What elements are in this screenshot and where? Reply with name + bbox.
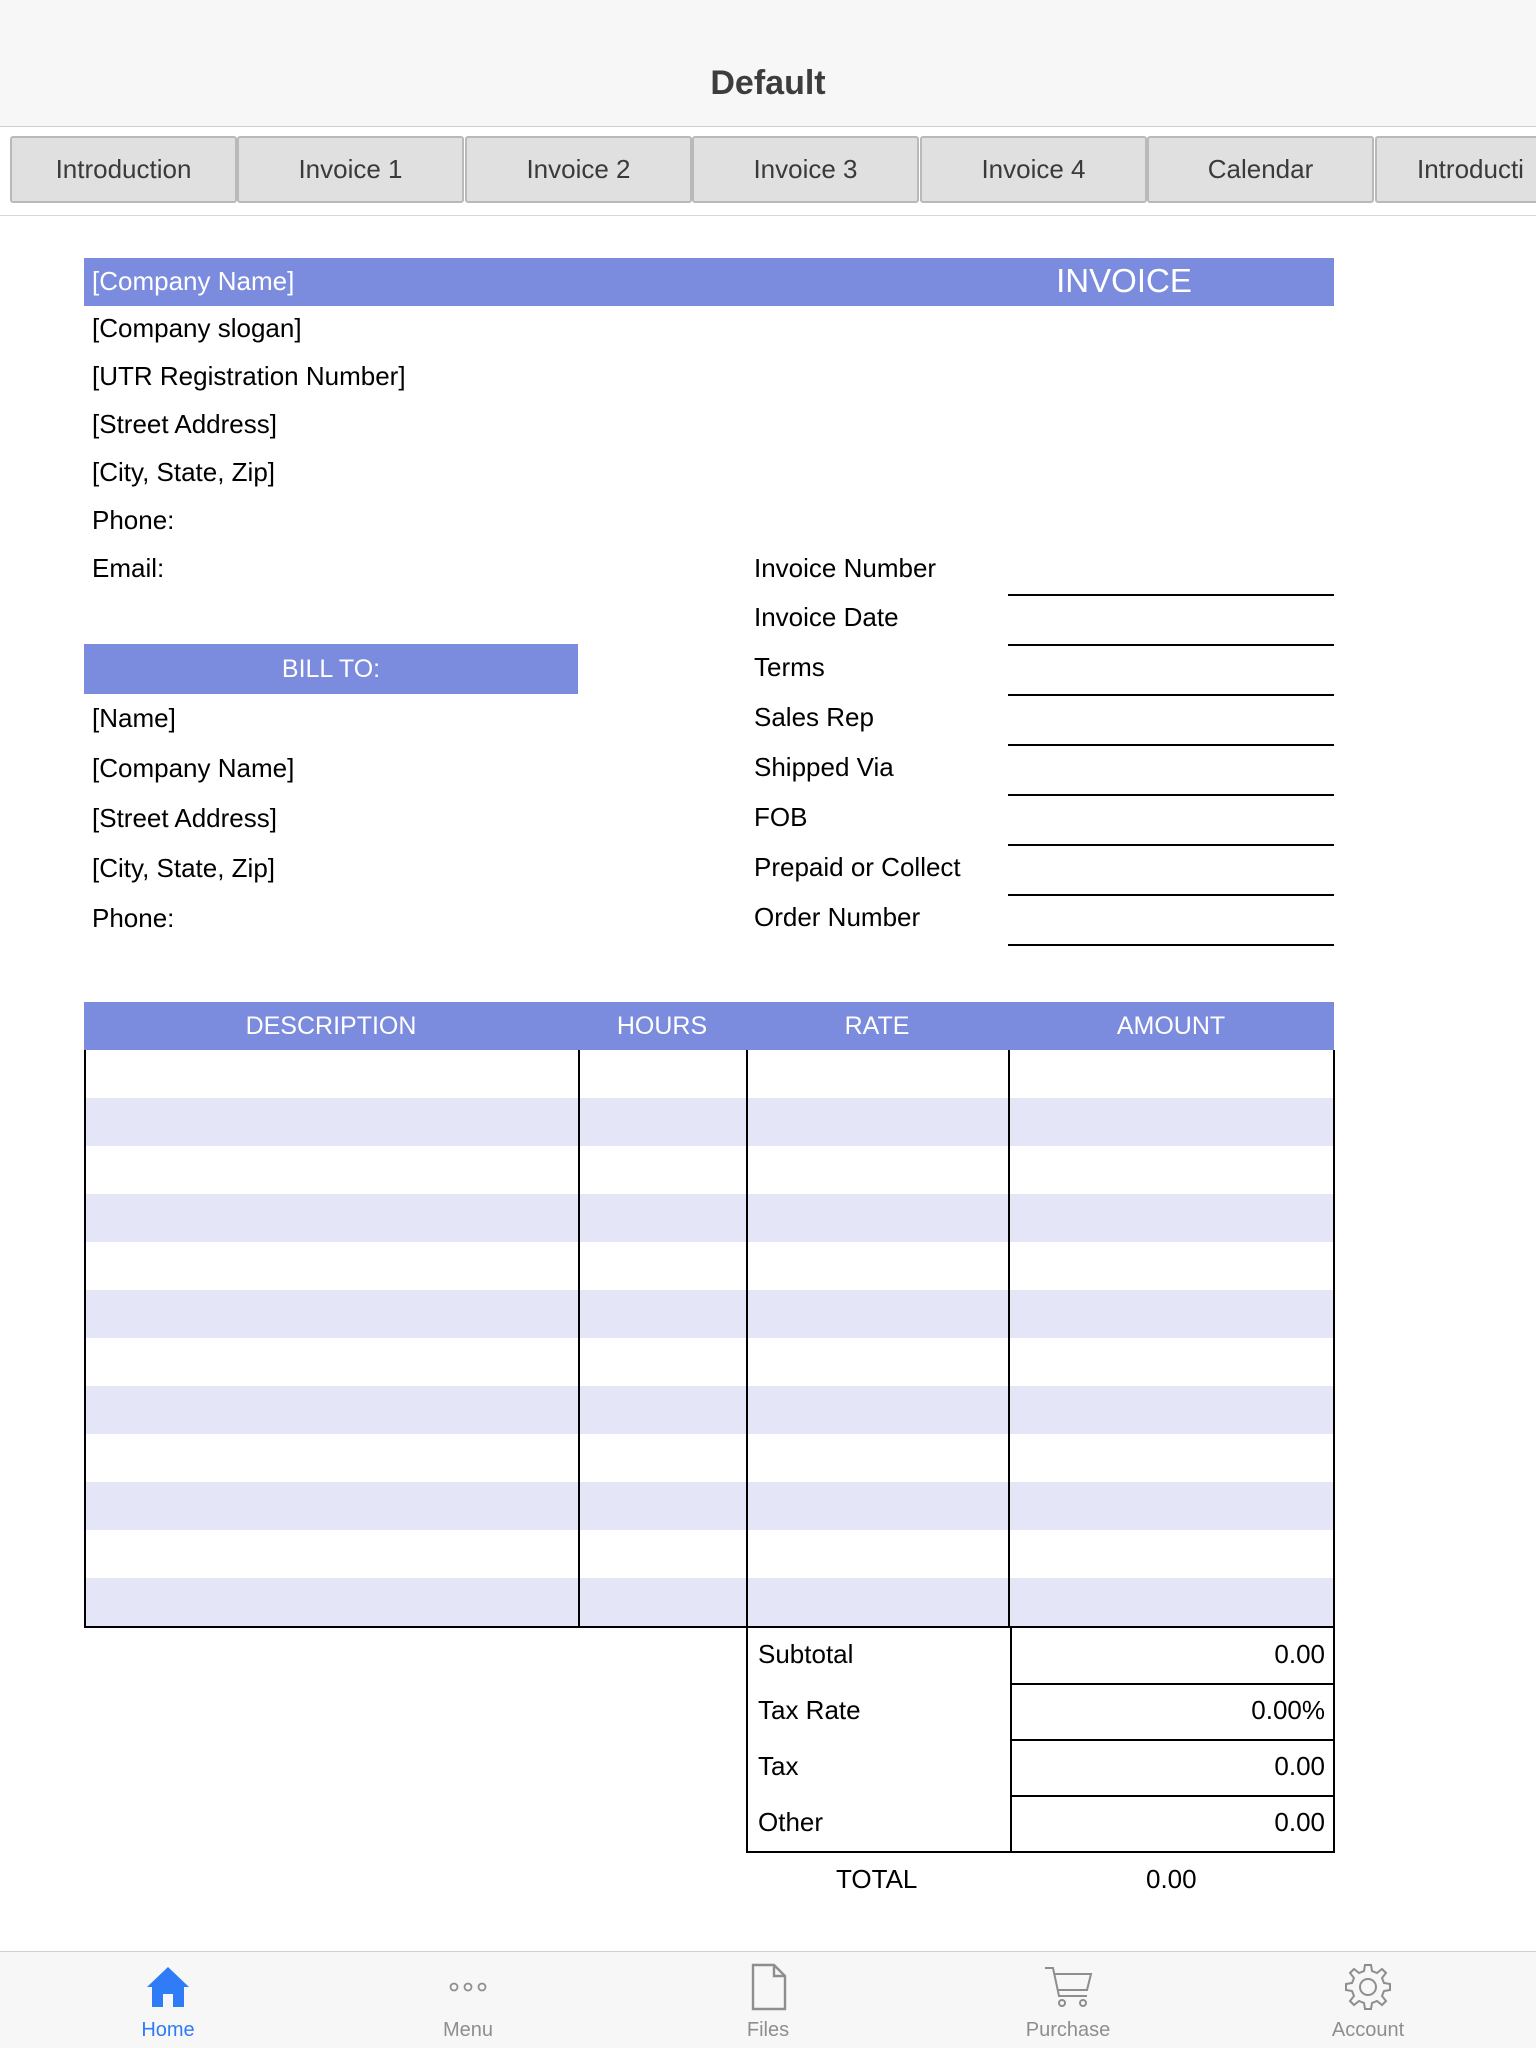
column-hours: HOURS bbox=[616, 1012, 708, 1040]
bottom-tab-label: Purchase bbox=[1025, 2019, 1111, 2041]
bottom-tab-menu[interactable] bbox=[318, 1952, 618, 2048]
total-value: 0.00 bbox=[1146, 1864, 1197, 1894]
tab-invoice-2[interactable]: Invoice 2 bbox=[465, 136, 692, 203]
field-invoice-date-input[interactable] bbox=[1008, 644, 1334, 646]
bottom-tab-label: Files bbox=[746, 2019, 790, 2041]
tax-value: 0.00 bbox=[1274, 1751, 1325, 1781]
invoice-title: INVOICE bbox=[1056, 262, 1192, 299]
field-prepaid-input[interactable] bbox=[1008, 894, 1334, 896]
tab-invoice-4[interactable]: Invoice 4 bbox=[920, 136, 1147, 203]
table-row[interactable] bbox=[86, 1194, 1335, 1242]
utr-number[interactable]: [UTR Registration Number] bbox=[92, 361, 406, 391]
other-label: Other bbox=[758, 1807, 824, 1837]
field-shipped-via-input[interactable] bbox=[1008, 794, 1334, 796]
company-city[interactable]: [City, State, Zip] bbox=[92, 457, 276, 487]
column-rate: RATE bbox=[844, 1012, 910, 1040]
total-label: TOTAL bbox=[836, 1864, 918, 1894]
table-row[interactable] bbox=[86, 1482, 1335, 1530]
field-terms-input[interactable] bbox=[1008, 694, 1334, 696]
company-email-label[interactable]: Email: bbox=[92, 553, 165, 583]
bottom-tab-home[interactable] bbox=[18, 1952, 318, 2048]
bottom-tab-bar bbox=[0, 1951, 1536, 2048]
subtotal-label: Subtotal bbox=[758, 1639, 854, 1669]
tab-invoice-1[interactable]: Invoice 1 bbox=[237, 136, 464, 203]
table-row[interactable] bbox=[86, 1578, 1335, 1626]
totals-block bbox=[746, 1627, 1335, 1853]
field-fob-label: FOB bbox=[754, 802, 808, 832]
bottom-tab-purchase[interactable] bbox=[918, 1952, 1218, 2048]
company-phone-label[interactable]: Phone: bbox=[92, 505, 175, 535]
bill-to-phone-label[interactable]: Phone: bbox=[92, 903, 175, 933]
table-row[interactable] bbox=[86, 1338, 1335, 1386]
table-row[interactable] bbox=[86, 1530, 1335, 1578]
cart-icon bbox=[1043, 1962, 1093, 2012]
bill-to-company[interactable]: [Company Name] bbox=[92, 753, 295, 783]
tax-rate-value[interactable]: 0.00% bbox=[1251, 1695, 1325, 1725]
table-row[interactable] bbox=[86, 1050, 1335, 1098]
table-row[interactable] bbox=[86, 1434, 1335, 1482]
column-amount: AMOUNT bbox=[1116, 1012, 1226, 1040]
subtotal-value: 0.00 bbox=[1274, 1639, 1325, 1669]
bill-to-band bbox=[84, 644, 578, 694]
bill-to-name[interactable]: [Name] bbox=[92, 703, 176, 733]
file-icon bbox=[743, 1962, 793, 2012]
bill-to-city[interactable]: [City, State, Zip] bbox=[92, 853, 276, 883]
tab-invoice-3[interactable]: Invoice 3 bbox=[692, 136, 919, 203]
field-sales-rep-label: Sales Rep bbox=[754, 702, 874, 732]
field-invoice-number-label: Invoice Number bbox=[754, 553, 937, 583]
more-icon bbox=[443, 1962, 493, 2012]
column-divider bbox=[746, 1050, 748, 1626]
column-divider bbox=[578, 1050, 580, 1626]
other-value[interactable]: 0.00 bbox=[1274, 1807, 1325, 1837]
field-invoice-number-input[interactable] bbox=[1008, 594, 1334, 596]
navigation-bar bbox=[0, 0, 1536, 127]
document-title: Default bbox=[710, 64, 826, 102]
sheet-tab-bar[interactable] bbox=[0, 128, 1536, 216]
field-order-number-input[interactable] bbox=[1008, 944, 1334, 946]
field-prepaid-label: Prepaid or Collect bbox=[754, 852, 961, 882]
bottom-tab-account[interactable] bbox=[1218, 1952, 1518, 2048]
items-table-header bbox=[84, 1002, 1334, 1050]
field-shipped-via-label: Shipped Via bbox=[754, 752, 894, 782]
table-row[interactable] bbox=[86, 1098, 1335, 1146]
bottom-tab-label: Account bbox=[1331, 2019, 1405, 2041]
column-description: DESCRIPTION bbox=[245, 1012, 417, 1040]
field-sales-rep-input[interactable] bbox=[1008, 744, 1334, 746]
company-street[interactable]: [Street Address] bbox=[92, 409, 277, 439]
column-divider bbox=[1008, 1050, 1010, 1626]
tab-introduction[interactable]: Introduction bbox=[10, 136, 237, 203]
table-row[interactable] bbox=[86, 1242, 1335, 1290]
home-icon bbox=[143, 1962, 193, 2012]
field-fob-input[interactable] bbox=[1008, 844, 1334, 846]
tax-label: Tax bbox=[758, 1751, 799, 1781]
field-terms-label: Terms bbox=[754, 652, 825, 682]
field-invoice-date-label: Invoice Date bbox=[754, 602, 899, 632]
tab-introduction-2[interactable]: Introducti bbox=[1375, 136, 1536, 203]
field-order-number-label: Order Number bbox=[754, 902, 921, 932]
company-slogan[interactable]: [Company slogan] bbox=[92, 313, 302, 343]
company-header-band bbox=[84, 258, 1334, 306]
tax-rate-label: Tax Rate bbox=[758, 1695, 861, 1725]
table-row[interactable] bbox=[86, 1386, 1335, 1434]
tab-calendar[interactable]: Calendar bbox=[1147, 136, 1374, 203]
gear-icon bbox=[1343, 1962, 1393, 2012]
bottom-tab-files[interactable] bbox=[618, 1952, 918, 2048]
table-row[interactable] bbox=[86, 1290, 1335, 1338]
bottom-tab-label: Menu bbox=[442, 2019, 494, 2041]
invoice-sheet[interactable] bbox=[0, 217, 1536, 1951]
bottom-tab-label: Home bbox=[141, 2019, 195, 2041]
bill-to-street[interactable]: [Street Address] bbox=[92, 803, 277, 833]
bill-to-heading: BILL TO: bbox=[281, 655, 381, 683]
table-row[interactable] bbox=[86, 1146, 1335, 1194]
items-table-body[interactable] bbox=[84, 1050, 1335, 1628]
company-name[interactable]: [Company Name] bbox=[92, 266, 295, 296]
